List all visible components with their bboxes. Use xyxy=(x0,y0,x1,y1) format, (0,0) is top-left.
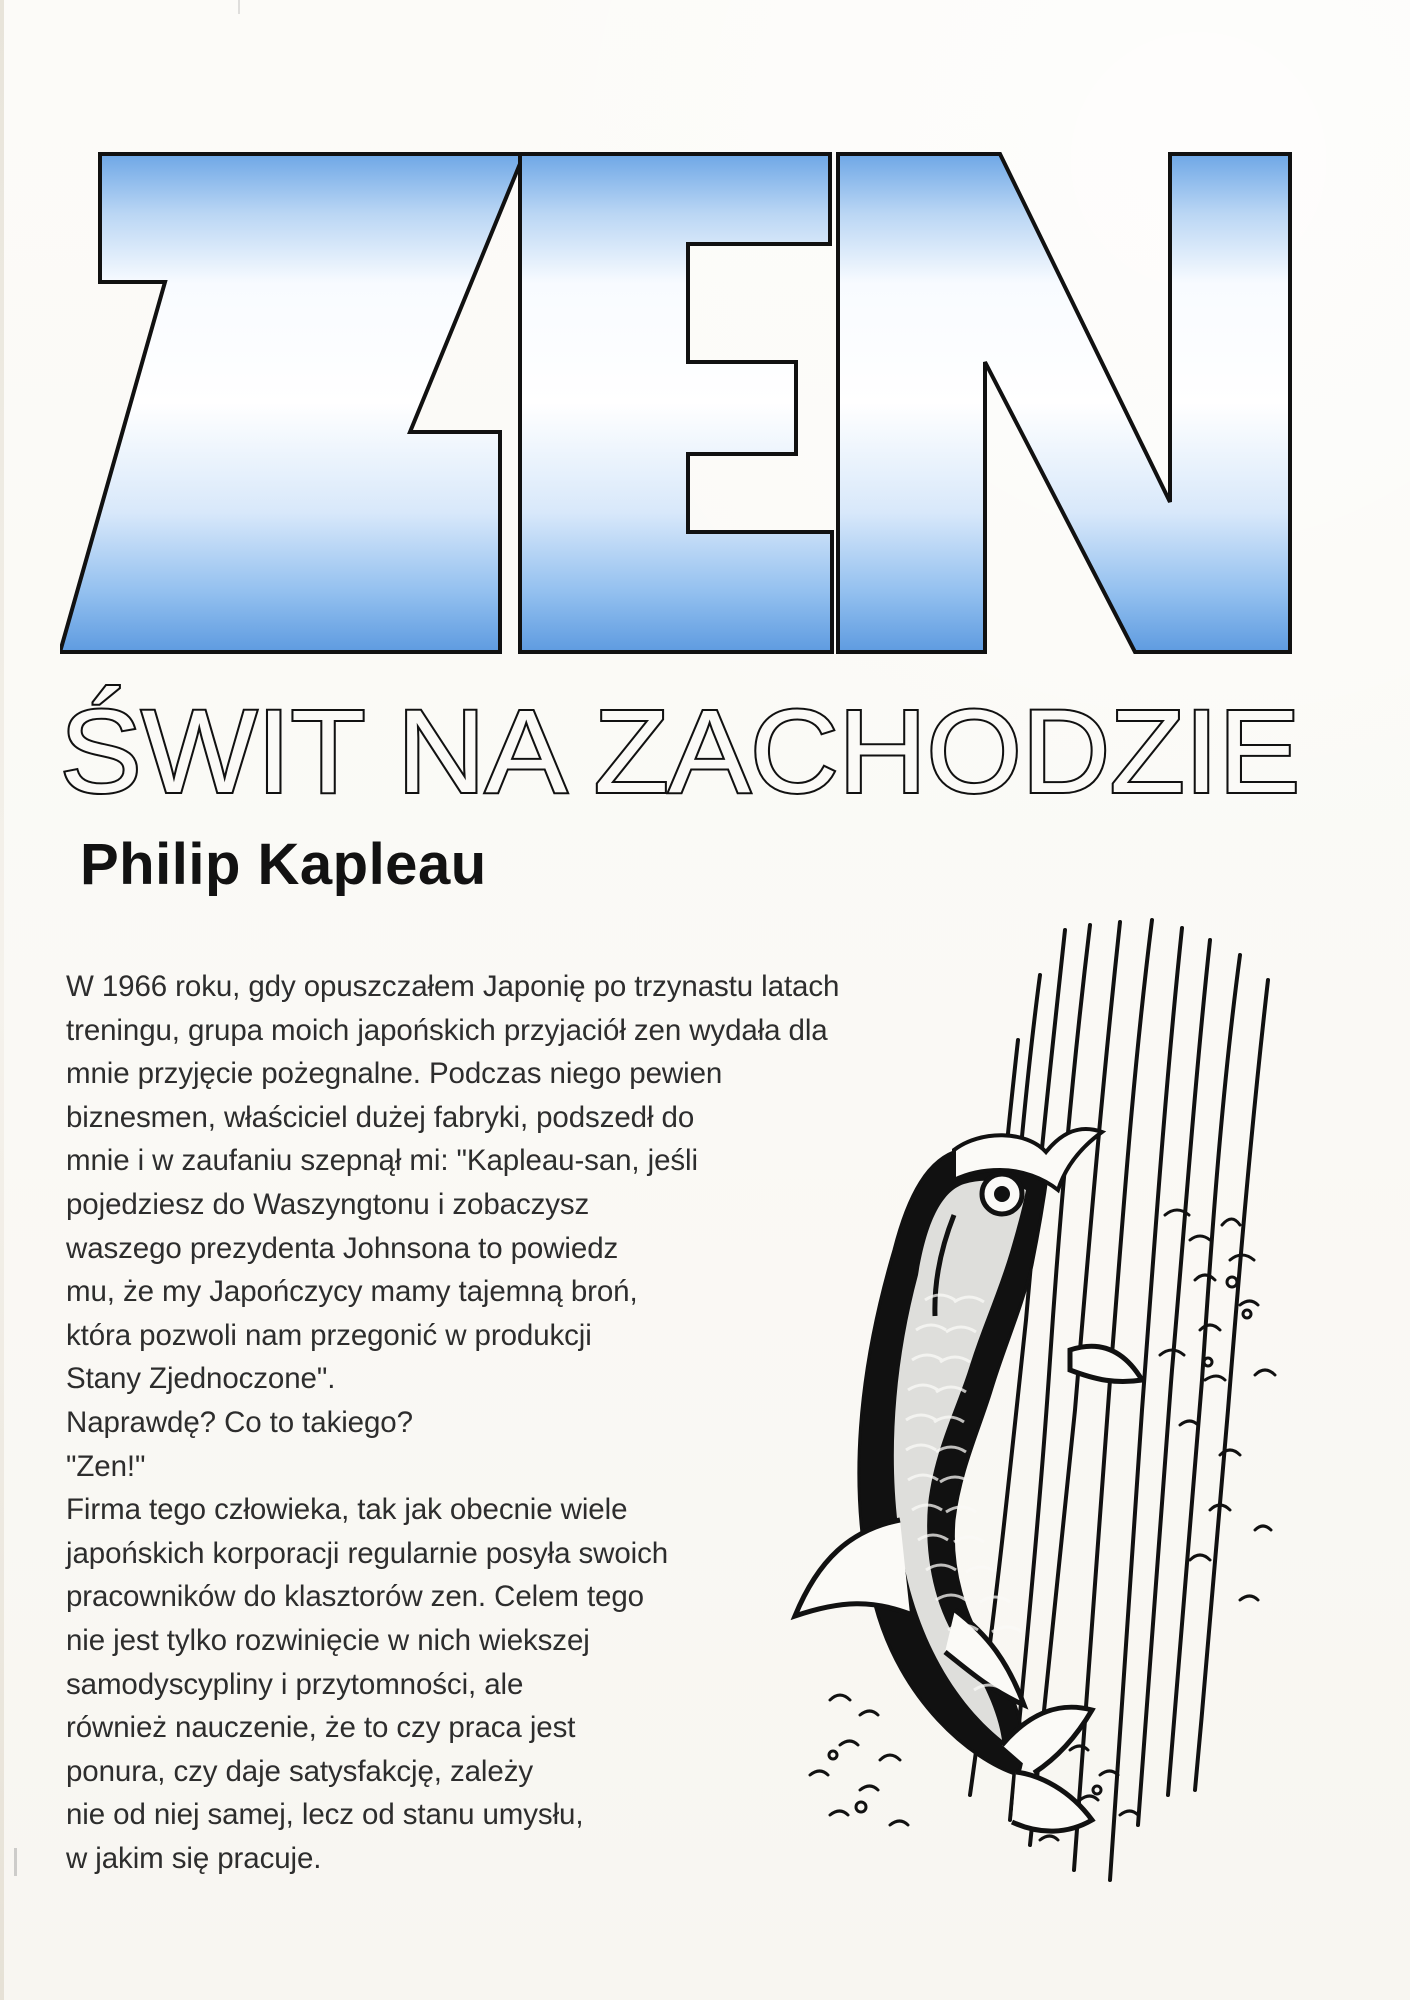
blurb-line-2: treningu, grupa moich japońskich przyjaciół zen wydała dla xyxy=(66,1013,828,1047)
blurb-line-3: mnie przyjęcie pożegnalne. Podczas niego pewien xyxy=(66,1057,723,1091)
blurb-line-1: W 1966 roku, gdy opuszczałem Japonię po trzynastu latach xyxy=(66,970,840,1003)
blurb-line-13: Firma tego człowieka, tak jak obecnie wiele xyxy=(66,1493,628,1527)
blurb-line-10: Stany Zjednoczone". xyxy=(66,1362,336,1396)
logo-letter-n xyxy=(838,154,1290,652)
logo-letter-e xyxy=(520,154,832,652)
blurb-line-21: w jakim się pracuje. xyxy=(66,1841,322,1875)
blurb-line-16: nie jest tylko rozwinięcie w nich wiekszej xyxy=(66,1623,590,1657)
subtitle xyxy=(60,680,1310,818)
left-edge-mark xyxy=(14,1848,17,1876)
blurb-line-7: waszego prezydenta Johnsona to powiedz xyxy=(66,1231,619,1265)
author-name: Philip Kapleau xyxy=(80,832,487,897)
blurb-line-20: nie od niej samej, lecz od stanu umysłu, xyxy=(66,1798,584,1832)
top-edge-mark xyxy=(238,0,240,14)
zen-logo xyxy=(60,152,1310,672)
blurb-line-11: Naprawdę? Co to takiego? xyxy=(66,1405,413,1439)
blurb-line-19: ponura, czy daje satysfakcję, zależy xyxy=(66,1754,533,1788)
blurb-line-15: pracowników do klasztorów zen. Celem tego xyxy=(66,1580,644,1614)
zen-logo-svg xyxy=(60,152,1310,672)
blurb-line-6: pojedziesz do Waszyngtonu i zobaczysz xyxy=(66,1187,590,1221)
left-edge-shadow xyxy=(0,0,4,2000)
blurb-line-17: samodyscypliny i przytomności, ale xyxy=(66,1667,524,1701)
blurb-line-8: mu, że my Japończycy mamy tajemną broń, xyxy=(66,1275,638,1309)
blurb-line-14: japońskich korporacji regularnie posyła swoich xyxy=(66,1536,669,1570)
subtitle-text: ŚWIT NA ZACHODZIE xyxy=(60,686,1258,818)
subtitle-svg xyxy=(60,680,1310,818)
blurb-line-5: mnie i w zaufaniu szepnął mi: "Kapleau-san, jeśli xyxy=(66,1144,698,1178)
blurb-line-12: "Zen!" xyxy=(66,1449,146,1483)
blurb-line-18: również nauczenie, że to czy praca jest xyxy=(66,1711,576,1745)
blurb-line-9: która pozwoli nam przegonić w produkcji xyxy=(66,1318,592,1352)
koi-fish-waterfall-icon xyxy=(740,910,1310,1900)
cover-blurb xyxy=(66,965,846,1880)
blurb-line-4: biznesmen, właściciel dużej fabryki, podszedł do xyxy=(66,1100,695,1134)
logo-letter-z xyxy=(60,154,524,652)
koi-illustration-svg xyxy=(740,910,1310,1900)
